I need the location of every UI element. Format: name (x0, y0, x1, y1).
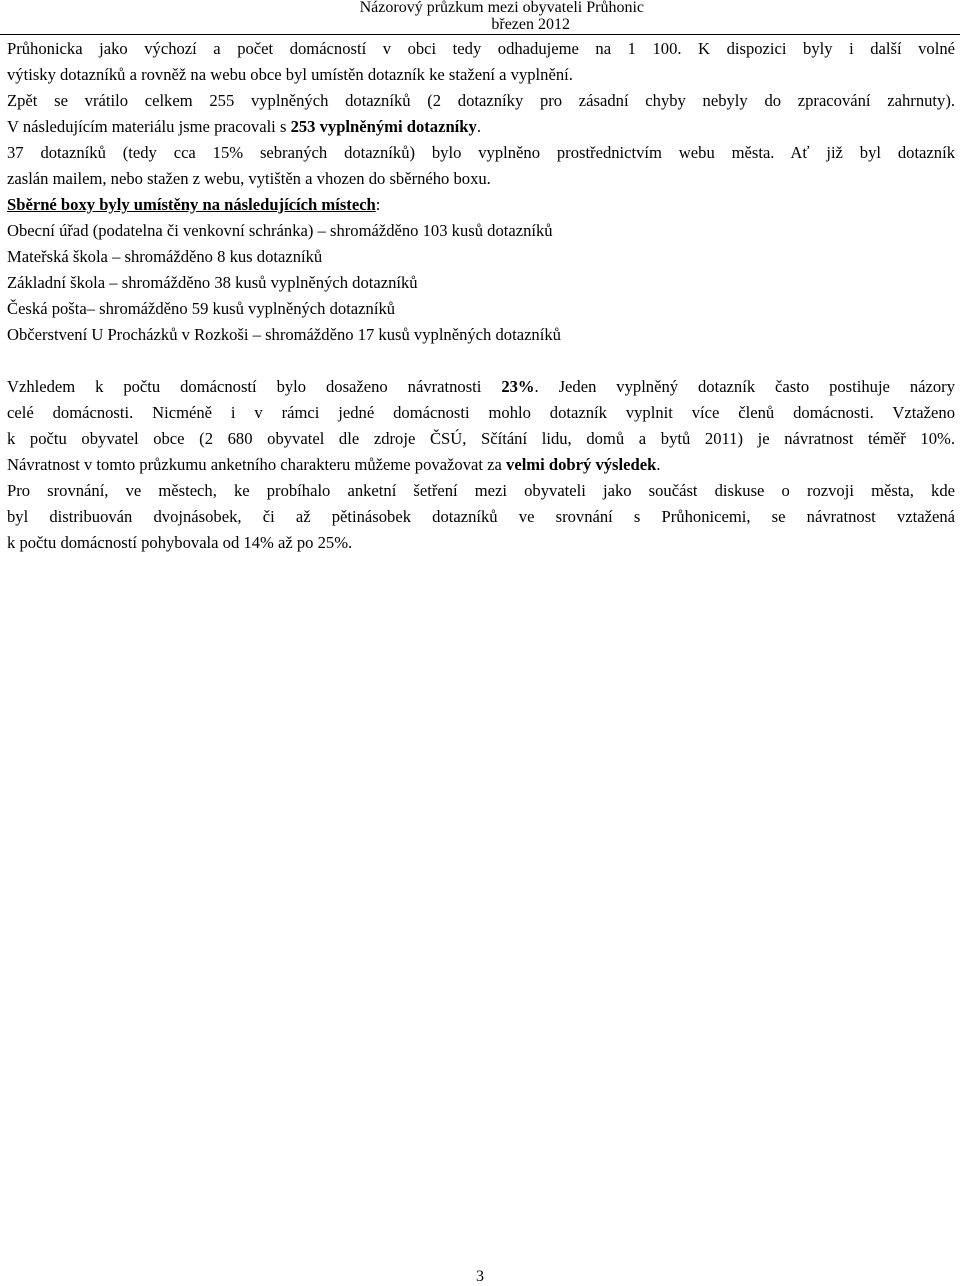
paragraph-line: Pro srovnání, ve městech, ke probíhalo anketní šetření mezi obyvateli jako součást diskuse o rozvoji města, kde (7, 481, 955, 500)
list-item: Mateřská škola – shromážděno 8 kus dotazníků (7, 247, 323, 266)
paragraph-line: k počtu obyvatel obce (2 680 obyvatel dle zdroje ČSÚ, Sčítání lidu, domů a bytů 2011) je návratnost téměř 10%. (7, 429, 955, 448)
paragraph-line: k počtu domácností pohybovala od 14% až po 25%. (7, 533, 353, 552)
bold-text: 23% (501, 377, 535, 396)
paragraph-line: 37 dotazníků (tedy cca 15% sebraných dotazníků) bylo vyplněno prostřednictvím webu města. Ať již byl dotazník (7, 143, 955, 162)
spacer (7, 348, 955, 374)
document-body (7, 36, 955, 556)
paragraph-line (7, 452, 955, 478)
paragraph-line (7, 374, 955, 400)
list-item: Obecní úřad (podatelna či venkovní schránka) – shromážděno 103 kusů dotazníků (7, 221, 553, 240)
boxes-heading-colon: : (375, 195, 381, 214)
list-item: Občerstvení U Procházků v Rozkoši – shromážděno 17 kusů vyplněných dotazníků (7, 325, 561, 344)
list-item: Základní škola – shromážděno 38 kusů vyplněných dotazníků (7, 273, 418, 292)
paragraph-line: Průhonicka jako výchozí a počet domácností v obci tedy odhadujeme na 1 100. K dispozici byly i další volné (7, 39, 955, 58)
paragraph-line: výtisky dotazníků a rovněž na webu obce byl umístěn dotazník ke stažení a vyplnění. (7, 65, 573, 84)
boxes-heading (7, 192, 955, 218)
bold-text: 253 vyplněnými dotazníky (290, 117, 477, 136)
bold-text: velmi dobrý výsledek (506, 455, 657, 474)
header-title: Názorový průzkum mezi obyvateli Průhonic (359, 0, 644, 16)
paragraph-line: celé domácnosti. Nicméně i v rámci jedné domácnosti mohlo dotazník vyplnit více členů domácnosti. Vztaženo (7, 403, 955, 422)
text-span: V následujícím materiálu jsme pracovali s (7, 117, 291, 136)
list-item: Česká pošta– shromážděno 59 kusů vyplněných dotazníků (7, 299, 396, 318)
paragraph-line (7, 114, 955, 140)
text-span: . Jeden vyplněný dotazník často postihuje názory (534, 377, 955, 396)
page-header (0, 0, 960, 35)
boxes-heading-text: Sběrné boxy byly umístěny na následujících místech (7, 195, 376, 214)
text-span: . (476, 117, 481, 136)
header-date: březen 2012 (491, 16, 570, 33)
text-span: . (656, 455, 661, 474)
text-span: Návratnost v tomto průzkumu anketního charakteru můžeme považovat za (7, 455, 507, 474)
text-span: Vzhledem k počtu domácností bylo dosaženo návratnosti (7, 377, 502, 396)
paragraph-line: Zpět se vrátilo celkem 255 vyplněných dotazníků (2 dotazníky pro zásadní chyby nebyly do zpracování zahrnuty). (7, 91, 955, 110)
paragraph-line: byl distribuován dvojnásobek, či až pětinásobek dotazníků ve srovnání s Průhonicemi, se návratnost vztažená (7, 507, 955, 526)
page-number: 3 (476, 1268, 484, 1285)
paragraph-line: zaslán mailem, nebo stažen z webu, vytištěn a vhozen do sběrného boxu. (7, 169, 491, 188)
